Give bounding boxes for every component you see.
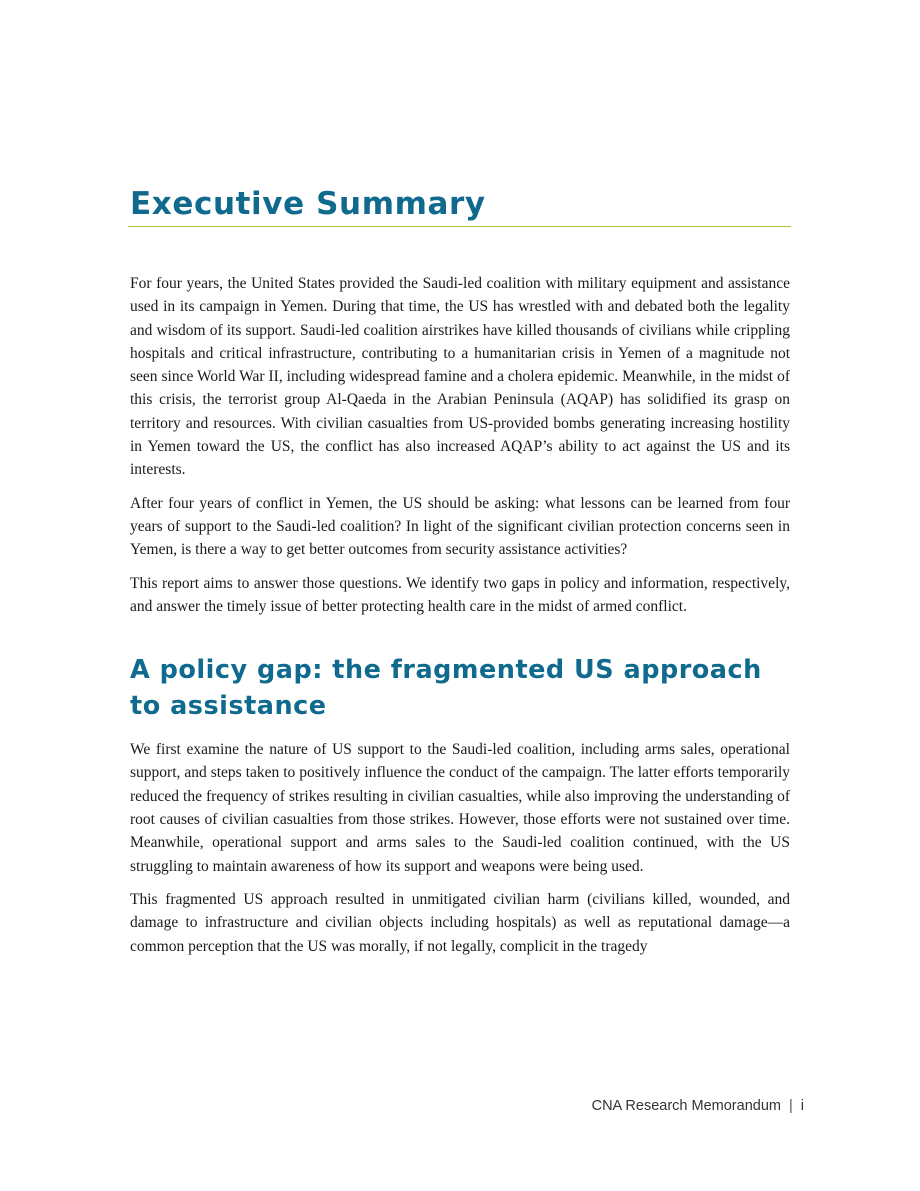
section-heading: A policy gap: the fragmented US approach to assistance — [130, 655, 762, 722]
title-underline-rule — [128, 226, 791, 227]
section-paragraph-2: This fragmented US approach resulted in unmitigated civilian harm (civilians killed, wounded, and damage to infrastructure and civilian objects including hospitals) as well as reputational damage—a common perception that the US was morally, if not legally, complicit in the tragedy — [130, 890, 790, 955]
footer-separator: | — [788, 1098, 793, 1114]
section-paragraph-1: We first examine the nature of US support to the Saudi-led coalition, including arms sales, operational support, and steps taken to positively influence the conduct of the campaign. The latter efforts temporarily reduced the frequency of strikes resulting in civilian casualties, while also improving the understanding of root causes of civilian casualties from those strikes. However, those efforts were not sustained over time. Meanwhile, operational support and arms sales to the Saudi-led coalition continued, with the US struggling to maintain awareness of how its support and weapons were being used. — [130, 741, 790, 875]
intro-paragraph-3: This report aims to answer those questions. We identify two gaps in policy and information, respectively, and answer the timely issue of better protecting health care in the midst of armed conflict. — [130, 574, 790, 615]
footer-page-number: i — [800, 1098, 804, 1114]
document-body — [130, 272, 790, 968]
intro-paragraph-2: After four years of conflict in Yemen, the US should be asking: what lessons can be learned from four years of support to the Saudi-led coalition? In light of the significant civilian protection concerns seen in Yemen, is there a way to get better outcomes from security assistance activities? — [130, 494, 790, 559]
page-title: Executive Summary — [130, 186, 486, 222]
intro-paragraph-1: For four years, the United States provided the Saudi-led coalition with military equipment and assistance used in its campaign in Yemen. During that time, the US has wrestled with and debated both the legality and wisdom of its support. Saudi-led coalition airstrikes have killed thousands of civilians while crippling hospitals and critical infrastructure, contributing to a humanitarian crisis in Yemen of a magnitude not seen since World War II, including widespread famine and a cholera epidemic. Meanwhile, in the midst of this crisis, the terrorist group Al-Qaeda in the Arabian Peninsula (AQAP) has solidified its grasp on territory and resources. With civilian casualties from US-provided bombs generating increasing hostility in Yemen toward the US, the conflict has also increased AQAP’s ability to act against the US and its interests. — [130, 275, 790, 479]
page-footer — [592, 1098, 804, 1114]
footer-publication: CNA Research Memorandum — [591, 1098, 781, 1114]
